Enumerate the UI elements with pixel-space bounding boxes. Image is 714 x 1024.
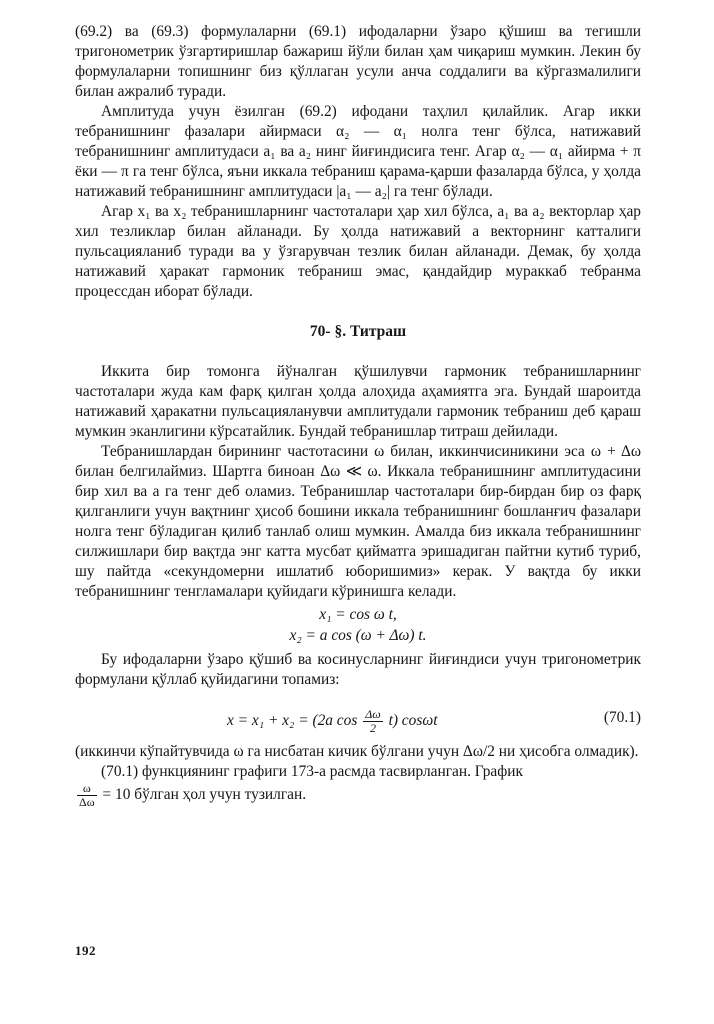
paragraph: (69.2) ва (69.3) формулаларни (69.1) ифодаларни ўзаро қўшиш ва тегишли тригонометрик ўзгартиришлар бажариш йўли билан ҳам чиқариш мумкин. Лекин бу формулаларни топишнинг биз қўллаган усули анча соддалиги ва кўргазмалилиги билан ажралиб туради. [75, 23, 641, 100]
ratio-fraction [77, 782, 97, 809]
paragraph: Амплитуда учун ёзилган (69.2) ифодани таҳлил қилайлик. Агар икки тебранишнинг фазалари айирмаси α₂ — α₁ нолга тенг бўлса, натижавий тебранишнинг амплитудаси a₁ ва a₂ нинг йиғиндисига тенг. Агар α₂ — α₁ айирма + π ёки — π га тенг бўлса, яъни иккала тебраниш қарама-қарши фазаларда бўлса, у ҳолда натижавий тебранишнинг амплитудаси |a₁ — a₂| га тенг бўлади. [75, 103, 641, 200]
fraction-denominator: 2 [369, 721, 376, 735]
formula-body [227, 708, 437, 735]
paragraph: Тебранишлардан бирининг частотасини ω билан, иккинчисиникини эса ω + Δω билан белгилаймиз. Шартга биноан Δω ≪ ω. Иккала тебранишнинг амплитудасини бир хил ва a га тенг деб оламиз. Тебранишлар частоталари бир-бирдан бир оз фарқ қилганлиги учун вақтнинг ҳисоб бошини иккала тебранишнинг бошланғич фазалари нолга тенг бўладиган қилиб танлаб олиш мумкин. Амалда биз иккала тебранишнинг силжишлари бир вақтда энг катта мусбат қийматга эришадиган пайтни кутиб туриб, шу пайтда «секундомерни ишлатиб юборишимиз» керак. У вақтда бу икки тебранишнинг тенгламалари қуйидаги кўринишга келади. [75, 443, 641, 600]
formula-rhs: t) cosωt [388, 712, 438, 730]
paragraph: Иккита бир томонга йўналган қўшилувчи гармоник тебранишларнинг частоталари жуда кам фарқ қилган ҳолда алоҳида аҳамиятга эга. Бундай шароитда натижавий ҳаракатни пульсацияланувчи амплитудали гармоник тебраниш деб қараш мумкин эканлигини кўрсатайлик. Бундай тебранишлар титраш дейилади. [75, 363, 641, 440]
formula-70-1 [75, 698, 641, 738]
paragraph-last-line [75, 782, 641, 809]
formula-number: (70.1) [603, 709, 641, 726]
page-number: 192 [75, 943, 96, 958]
paragraph: (иккинчи кўпайтувчида ω га нисбатан кичик бўлгани учун Δω/2 ни ҳисобга олмадик). [75, 743, 639, 760]
equation-block [75, 604, 641, 646]
formula-fraction [363, 708, 383, 735]
ratio-denominator: Δω [79, 795, 95, 809]
ratio-numerator: ω [77, 782, 97, 796]
page-text [75, 22, 641, 809]
paragraph: Агар x₁ ва x₂ тебранишларнинг частоталари ҳар хил бўлса, a₁ ва a₂ векторлар ҳар хил тезликлар билан айланади. Бу ҳолда натижавий a векторнинг катталиги пульсацияланиб туради ва у ўзгарувчан тезлик билан айланади. Демак, бу ҳолда натижавий ҳаракат гармоник тебраниш эмас, қандайдир мураккаб тебранма процессдан иборат бўлади. [75, 203, 641, 300]
paragraph: Бу ифодаларни ўзаро қўшиб ва косинусларнинг йиғиндиси учун тригонометрик формулани қўллаб қуйидагини топамиз: [75, 651, 641, 688]
paragraph: (70.1) функциянинг графиги 173-a расмда тасвирланган. График [101, 763, 523, 780]
fraction-numerator: Δω [365, 707, 381, 721]
equation-x1: x₁ = cos ω t, [319, 606, 397, 623]
section-heading: 70- §. Титраш [309, 323, 407, 340]
equation-x2: x₂ = a cos (ω + Δω) t. [289, 627, 427, 644]
ratio-text: = 10 бўлган ҳол учун тузилган. [102, 786, 307, 804]
formula-lhs: x = x₁ + x₂ = (2a cos [227, 712, 358, 730]
